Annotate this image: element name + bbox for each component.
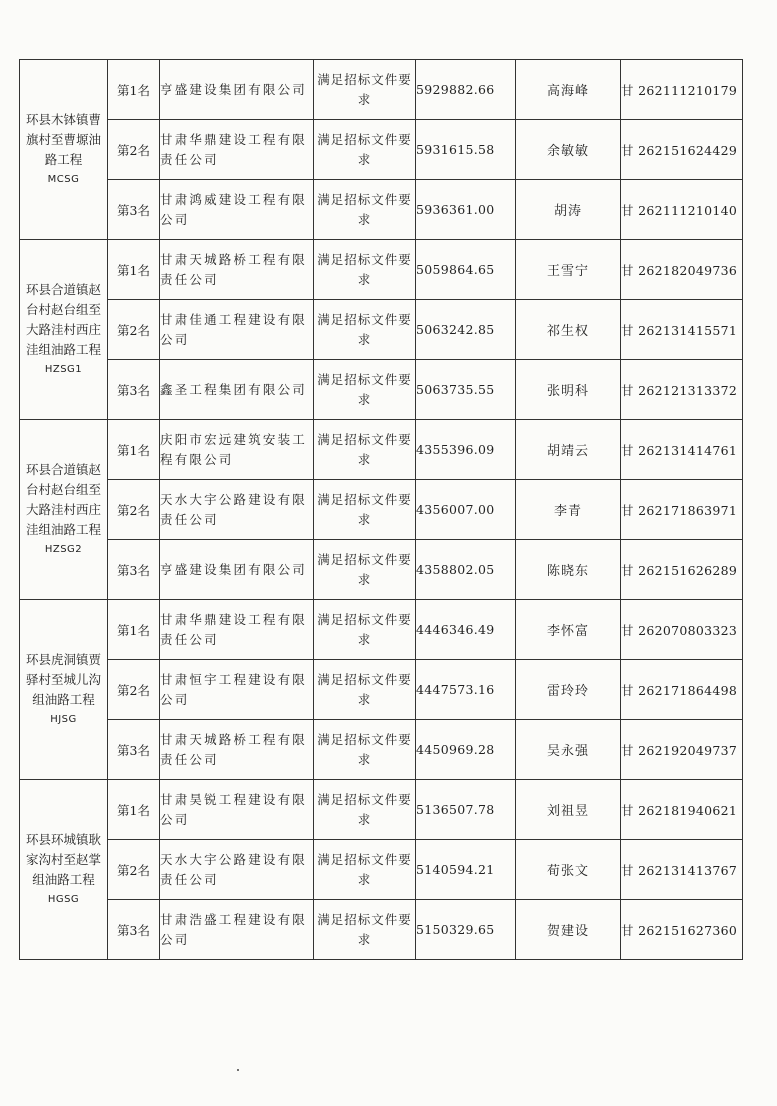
project-code: HGSG bbox=[47, 893, 80, 905]
project-code: HZSG1 bbox=[44, 363, 83, 375]
project-name: 环县木钵镇曹旗村至曹塬油路工程 bbox=[25, 111, 101, 167]
company-name: 甘肃天城路桥工程有限责任公司 bbox=[160, 720, 314, 780]
bid-price: 5059864.65 bbox=[416, 240, 516, 300]
project-manager: 高海峰 bbox=[516, 60, 621, 120]
requirement-status: 满足招标文件要求 bbox=[314, 840, 416, 900]
project-manager: 刘祖昱 bbox=[516, 780, 621, 840]
project-cell bbox=[20, 60, 108, 240]
bid-price: 5150329.65 bbox=[416, 900, 516, 960]
rank-cell: 第1名 bbox=[108, 420, 160, 480]
requirement-status: 满足招标文件要求 bbox=[314, 420, 416, 480]
project-cell bbox=[20, 240, 108, 420]
bid-results-table bbox=[19, 59, 743, 960]
table-row bbox=[20, 900, 743, 960]
company-name: 甘肃佳通工程建设有限公司 bbox=[160, 300, 314, 360]
table-row bbox=[20, 180, 743, 240]
bid-price: 5929882.66 bbox=[416, 60, 516, 120]
rank-cell: 第1名 bbox=[108, 60, 160, 120]
requirement-status: 满足招标文件要求 bbox=[314, 900, 416, 960]
table-row bbox=[20, 240, 743, 300]
table-row bbox=[20, 840, 743, 900]
certificate-number: 甘 262151624429 bbox=[621, 120, 743, 180]
company-name: 天水大宇公路建设有限责任公司 bbox=[160, 840, 314, 900]
table-row bbox=[20, 720, 743, 780]
project-manager: 雷玲玲 bbox=[516, 660, 621, 720]
bid-price: 4447573.16 bbox=[416, 660, 516, 720]
project-manager: 余敏敏 bbox=[516, 120, 621, 180]
rank-cell: 第2名 bbox=[108, 480, 160, 540]
project-name: 环县环城镇耿家沟村至赵掌组油路工程 bbox=[25, 831, 101, 887]
table-row bbox=[20, 120, 743, 180]
bid-price: 5931615.58 bbox=[416, 120, 516, 180]
requirement-status: 满足招标文件要求 bbox=[314, 600, 416, 660]
scan-speck bbox=[237, 1069, 239, 1071]
requirement-status: 满足招标文件要求 bbox=[314, 780, 416, 840]
rank-cell: 第3名 bbox=[108, 720, 160, 780]
certificate-number: 甘 262131413767 bbox=[621, 840, 743, 900]
company-name: 庆阳市宏远建筑安装工程有限公司 bbox=[160, 420, 314, 480]
company-name: 甘肃天城路桥工程有限责任公司 bbox=[160, 240, 314, 300]
certificate-number: 甘 262111210140 bbox=[621, 180, 743, 240]
project-manager: 祁生权 bbox=[516, 300, 621, 360]
requirement-status: 满足招标文件要求 bbox=[314, 60, 416, 120]
certificate-number: 甘 262131415571 bbox=[621, 300, 743, 360]
requirement-status: 满足招标文件要求 bbox=[314, 120, 416, 180]
bid-price: 5140594.21 bbox=[416, 840, 516, 900]
project-manager: 王雪宁 bbox=[516, 240, 621, 300]
rank-cell: 第1名 bbox=[108, 240, 160, 300]
bid-price: 5063735.55 bbox=[416, 360, 516, 420]
project-manager: 胡靖云 bbox=[516, 420, 621, 480]
project-name: 环县合道镇赵台村赵台组至大路洼村西庄洼组油路工程 bbox=[25, 461, 101, 537]
company-name: 甘肃恒宇工程建设有限公司 bbox=[160, 660, 314, 720]
company-name: 甘肃华鼎建设工程有限责任公司 bbox=[160, 600, 314, 660]
project-code: MCSG bbox=[47, 173, 80, 185]
rank-cell: 第3名 bbox=[108, 900, 160, 960]
project-manager: 胡涛 bbox=[516, 180, 621, 240]
bid-price: 4450969.28 bbox=[416, 720, 516, 780]
bid-price: 4446346.49 bbox=[416, 600, 516, 660]
company-name: 亨盛建设集团有限公司 bbox=[160, 540, 314, 600]
rank-cell: 第3名 bbox=[108, 180, 160, 240]
bid-price: 4356007.00 bbox=[416, 480, 516, 540]
company-name: 鑫圣工程集团有限公司 bbox=[160, 360, 314, 420]
requirement-status: 满足招标文件要求 bbox=[314, 240, 416, 300]
table-row bbox=[20, 60, 743, 120]
table-row bbox=[20, 780, 743, 840]
certificate-number: 甘 262131414761 bbox=[621, 420, 743, 480]
project-cell bbox=[20, 780, 108, 960]
certificate-number: 甘 262070803323 bbox=[621, 600, 743, 660]
table-row bbox=[20, 480, 743, 540]
project-manager: 陈晓东 bbox=[516, 540, 621, 600]
project-name: 环县虎洞镇贾驿村至城儿沟组油路工程 bbox=[25, 651, 101, 707]
company-name: 天水大宇公路建设有限责任公司 bbox=[160, 480, 314, 540]
certificate-number: 甘 262171864498 bbox=[621, 660, 743, 720]
requirement-status: 满足招标文件要求 bbox=[314, 480, 416, 540]
bid-price: 5136507.78 bbox=[416, 780, 516, 840]
project-cell bbox=[20, 420, 108, 600]
rank-cell: 第2名 bbox=[108, 840, 160, 900]
bid-price: 4358802.05 bbox=[416, 540, 516, 600]
project-cell bbox=[20, 600, 108, 780]
company-name: 甘肃浩盛工程建设有限公司 bbox=[160, 900, 314, 960]
requirement-status: 满足招标文件要求 bbox=[314, 180, 416, 240]
rank-cell: 第1名 bbox=[108, 600, 160, 660]
project-code: HZSG2 bbox=[44, 543, 83, 555]
table-row bbox=[20, 360, 743, 420]
requirement-status: 满足招标文件要求 bbox=[314, 360, 416, 420]
table-row bbox=[20, 660, 743, 720]
project-manager: 张明科 bbox=[516, 360, 621, 420]
company-name: 甘肃昊锐工程建设有限公司 bbox=[160, 780, 314, 840]
company-name: 甘肃华鼎建设工程有限责任公司 bbox=[160, 120, 314, 180]
bid-price: 5063242.85 bbox=[416, 300, 516, 360]
rank-cell: 第3名 bbox=[108, 540, 160, 600]
certificate-number: 甘 262182049736 bbox=[621, 240, 743, 300]
requirement-status: 满足招标文件要求 bbox=[314, 300, 416, 360]
certificate-number: 甘 262151627360 bbox=[621, 900, 743, 960]
project-code: HJSG bbox=[50, 713, 77, 725]
project-manager: 吴永强 bbox=[516, 720, 621, 780]
certificate-number: 甘 262111210179 bbox=[621, 60, 743, 120]
bid-price: 5936361.00 bbox=[416, 180, 516, 240]
rank-cell: 第1名 bbox=[108, 780, 160, 840]
table-row bbox=[20, 300, 743, 360]
requirement-status: 满足招标文件要求 bbox=[314, 660, 416, 720]
requirement-status: 满足招标文件要求 bbox=[314, 720, 416, 780]
table-row bbox=[20, 540, 743, 600]
certificate-number: 甘 262192049737 bbox=[621, 720, 743, 780]
requirement-status: 满足招标文件要求 bbox=[314, 540, 416, 600]
rank-cell: 第2名 bbox=[108, 300, 160, 360]
rank-cell: 第2名 bbox=[108, 660, 160, 720]
project-name: 环县合道镇赵台村赵台组至大路洼村西庄洼组油路工程 bbox=[25, 281, 101, 357]
table-row bbox=[20, 600, 743, 660]
bid-price: 4355396.09 bbox=[416, 420, 516, 480]
table-row bbox=[20, 420, 743, 480]
company-name: 亨盛建设集团有限公司 bbox=[160, 60, 314, 120]
certificate-number: 甘 262121313372 bbox=[621, 360, 743, 420]
project-manager: 李青 bbox=[516, 480, 621, 540]
project-manager: 荀张文 bbox=[516, 840, 621, 900]
project-manager: 贺建设 bbox=[516, 900, 621, 960]
certificate-number: 甘 262151626289 bbox=[621, 540, 743, 600]
rank-cell: 第2名 bbox=[108, 120, 160, 180]
certificate-number: 甘 262171863971 bbox=[621, 480, 743, 540]
rank-cell: 第3名 bbox=[108, 360, 160, 420]
company-name: 甘肃鸿威建设工程有限公司 bbox=[160, 180, 314, 240]
certificate-number: 甘 262181940621 bbox=[621, 780, 743, 840]
project-manager: 李怀富 bbox=[516, 600, 621, 660]
